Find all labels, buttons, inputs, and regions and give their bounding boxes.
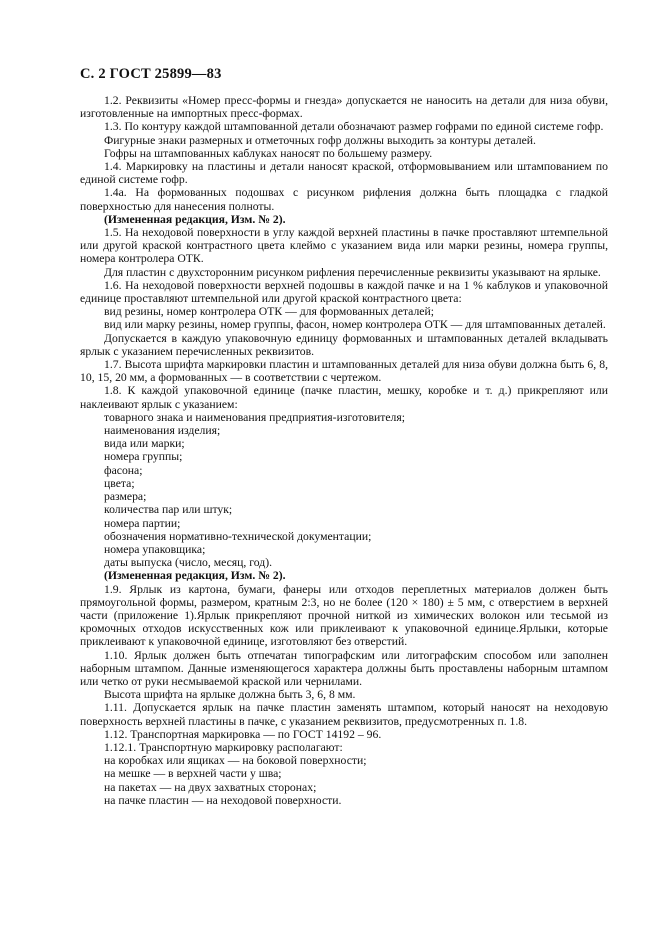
paragraph: 1.10. Ярлык должен быть отпечатан типографским или литографским способом или заполнен наборным штампом. Данные изменяющегося характера должны быть проставлены наборным штампом или четко от руки несмываемой краской или чернилами.	[80, 648, 608, 688]
list-item: товарного знака и наименования предприятия-изготовителя;	[104, 410, 405, 424]
paragraph: Высота шрифта на ярлыке должна быть 3, 6, 8 мм.	[104, 688, 356, 702]
paragraph: 1.4а. На формованных подошвах с рисунком рифления должна быть площадка с гладкой поверхностью для нанесения полноты.	[80, 186, 608, 213]
paragraph: на коробках или ящиках — на боковой поверхности;	[104, 754, 367, 768]
paragraph: на пакетах — на двух захватных сторонах;	[104, 780, 317, 794]
paragraph: вид или марку резины, номер группы, фасон, номер контролера ОТК — для штампованных деталей.	[104, 318, 606, 332]
list-item: фасона;	[104, 463, 143, 477]
list-item: размера;	[104, 490, 147, 504]
paragraph: 1.6. На неходовой поверхности верхней подошвы в каждой пачке и на 1 % каблуков и упаковочной единице проставляют штемпельной или другой краской контрастного цвета:	[80, 278, 608, 306]
paragraph: 1.12. Транспортная маркировка — по ГОСТ 14192 – 96.	[104, 727, 382, 741]
paragraph: Допускается в каждую упаковочную единицу формованных и штампованных деталей вкладывать ярлык с указанием перечисленных реквизитов.	[80, 331, 608, 358]
paragraph: на пачке пластин — на неходовой поверхности.	[104, 793, 342, 807]
list-item: номера группы;	[104, 450, 183, 464]
page-header: С. 2 ГОСТ 25899—83	[80, 66, 222, 82]
paragraph: Фигурные знаки размерных и отметочных гофр должны выходить за контуры деталей.	[104, 133, 536, 147]
list-item: номера упаковщика;	[104, 542, 206, 556]
list-item: обозначения нормативно-технической документации;	[104, 529, 372, 543]
paragraph: 1.12.1. Транспортную маркировку располагают:	[104, 740, 343, 754]
amendment-note: (Измененная редакция, Изм. № 2).	[104, 569, 286, 583]
list-item: номера партии;	[104, 516, 181, 530]
paragraph: 1.5. На неходовой поверхности в углу каждой верхней пластины в пачке проставляют штемпельной или другой краской контрастного цвета клеймо с указанием вида или марки резины, номера группы, номера контролера ОТК.	[80, 226, 608, 266]
paragraph: на мешке — в верхней части у шва;	[104, 767, 282, 781]
paragraph: 1.9. Ярлык из картона, бумаги, фанеры или отходов переплетных материалов должен быть прямоугольной формы, размером, кратным 2:3, но не более (120 × 180) ± 5 мм, с отверстием в верхней части (приложение 1).Ярлык прикрепляют прочной ниткой из химических волокон или тесьмой из кромочных отходов искусственных кож или приклеивают к упаковочной единице.Ярлыки, которые приклеивают к упаковочной единице, изготовляют без отверстий.	[80, 582, 608, 649]
list-item: даты выпуска (число, месяц, год).	[104, 556, 273, 570]
paragraph: 1.2. Реквизиты «Номер пресс-формы и гнезда» допускается не наносить на детали для низа обуви, изготовленные на импортных пресс-формах.	[80, 94, 608, 121]
document-body	[80, 94, 608, 807]
paragraph: 1.11. Допускается ярлык на пачке пластин заменять штампом, который наносят на неходовую поверхность верхней пластины в пачке, с указанием реквизитов, предусмотренных п. 1.8.	[80, 701, 608, 728]
amendment-note: (Измененная редакция, Изм. № 2).	[104, 212, 286, 226]
paragraph: 1.8. К каждой упаковочной единице (пачке пластин, мешку, коробке и т. д.) прикрепляют или наклеивают ярлык с указанием:	[80, 384, 608, 411]
paragraph: 1.4. Маркировку на пластины и детали наносят краской, отформовыванием или штампованием по единой системе гофр.	[80, 160, 608, 187]
paragraph: 1.7. Высота шрифта маркировки пластин и штампованных деталей для низа обуви должна быть 6, 8, 10, 15, 20 мм, а формованных — в соответствии с чертежом.	[80, 358, 608, 385]
list-item: вида или марки;	[104, 437, 185, 451]
list-item: количества пар или штук;	[104, 503, 233, 517]
paragraph: Для пластин с двухсторонним рисунком рифления перечисленные реквизиты указывают на ярлыке.	[104, 265, 601, 279]
paragraph: Гофры на штампованных каблуках наносят по большему размеру.	[104, 146, 433, 160]
paragraph: вид резины, номер контролера ОТК — для формованных деталей;	[104, 305, 434, 319]
paragraph: 1.3. По контуру каждой штампованной детали обозначают размер гофрами по единой системе гофр.	[104, 120, 604, 134]
list-item: наименования изделия;	[104, 424, 221, 438]
list-item: цвета;	[104, 476, 135, 490]
